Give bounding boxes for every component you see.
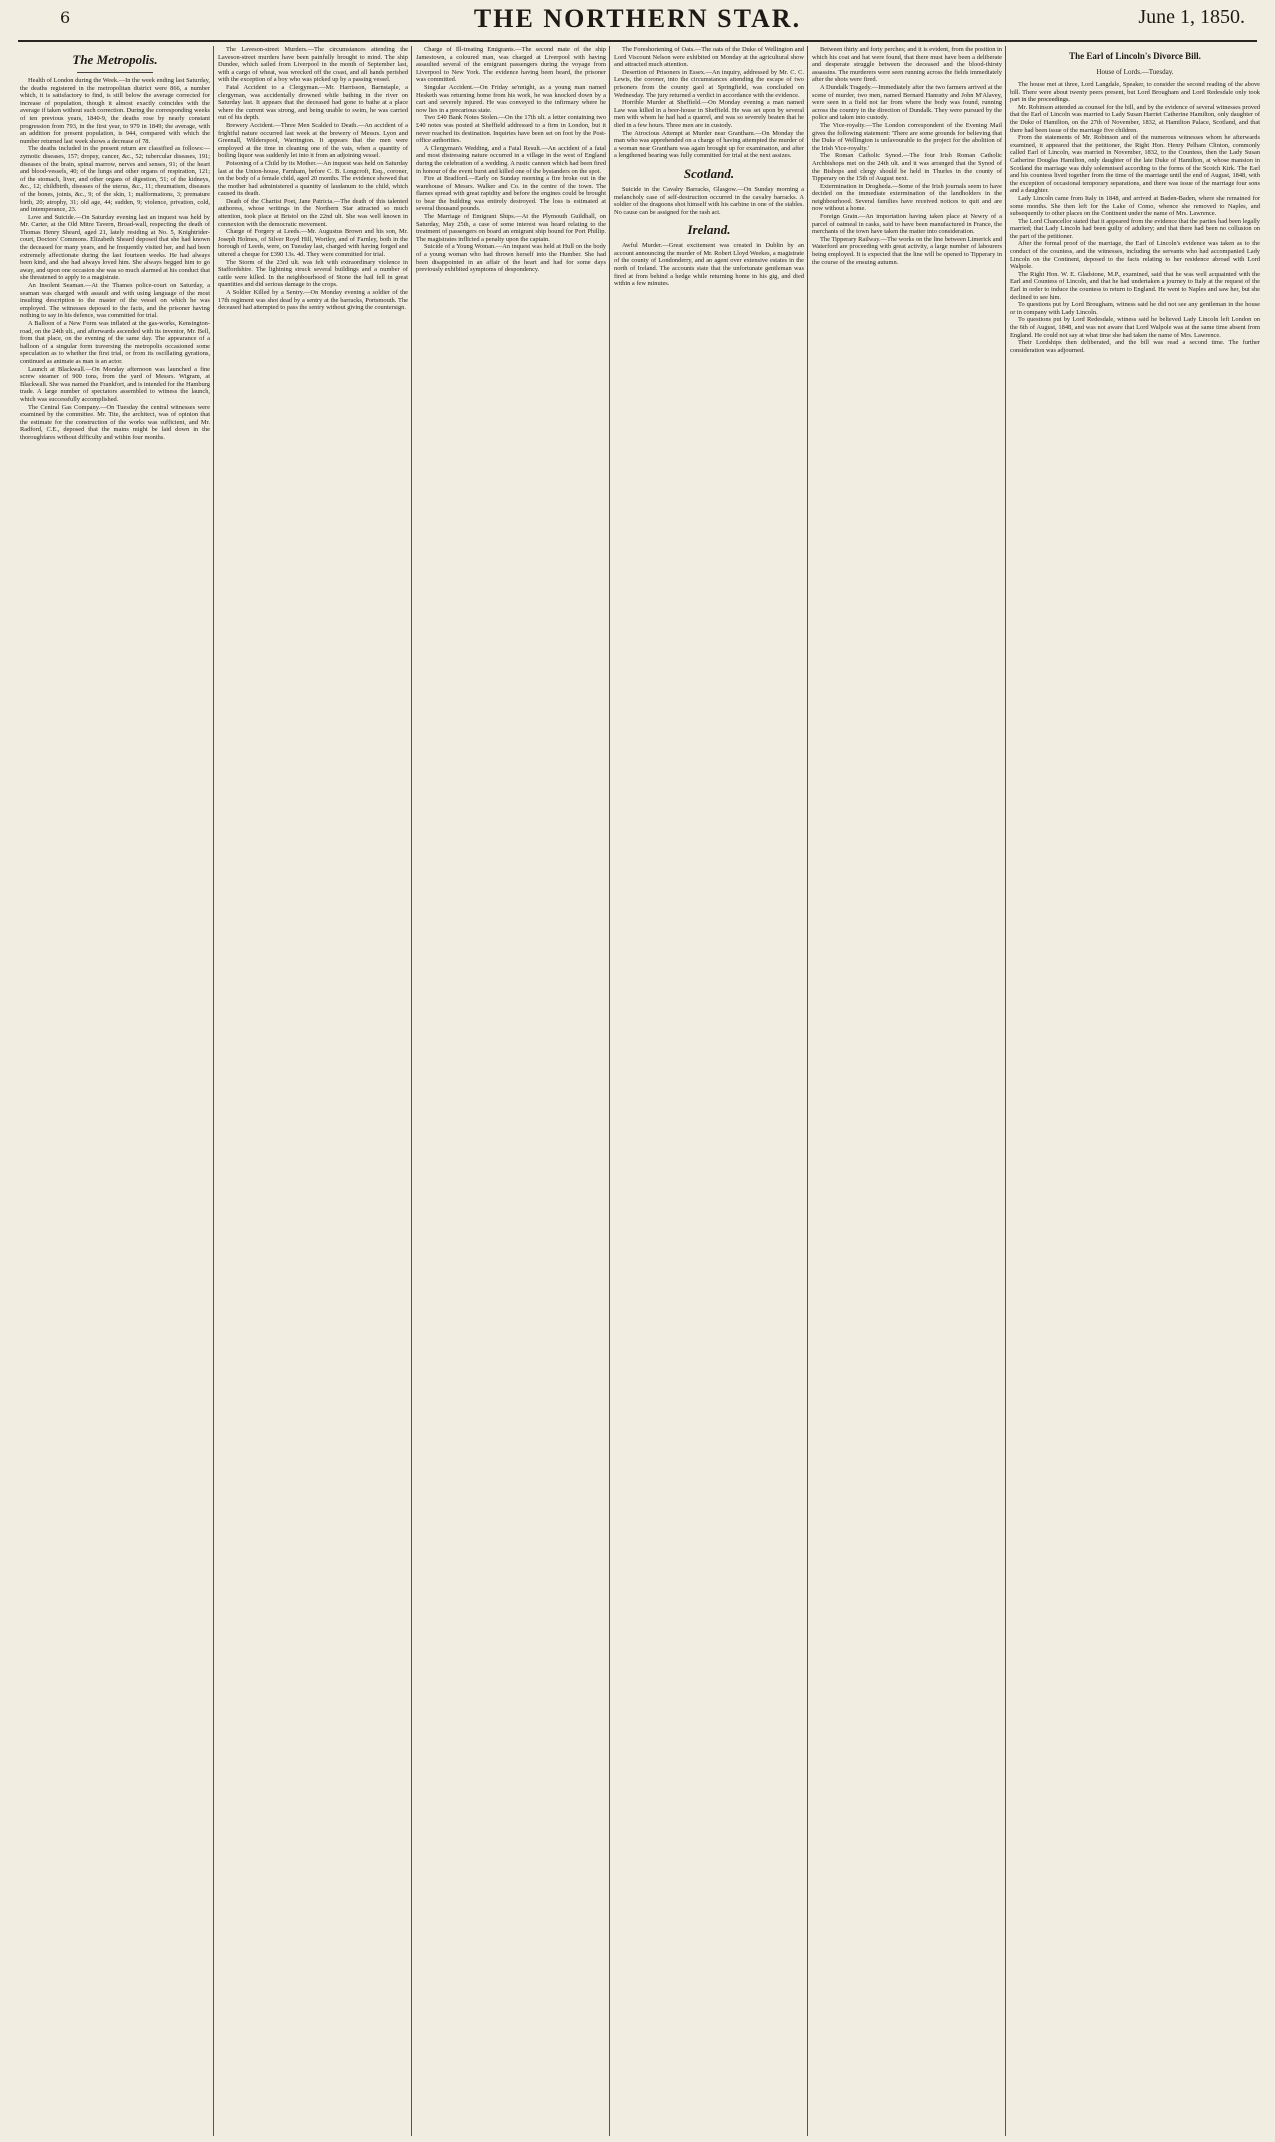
section-heading-metropolis: The Metropolis.: [72, 52, 158, 67]
paragraph: Poisoning of a Child by its Mother.—An inquest was held on Saturday last at the Union-house, Farnham, before C. B. Longcroft, Esq., coroner, on the body of a female child, aged 20 months. The evidence showed that the mother had administered a quantity of laudanum to the child, which caused its death.: [218, 159, 408, 198]
paragraph: Fatal Accident to a Clergyman.—Mr. Harrisson, Barnstaple, a clergyman, was accidentally drowned while bathing in the river on Saturday last. It appears that the deceased had gone to bathe at a place where the current was strong, and being unable to swim, he was carried out of his depth.: [218, 83, 408, 122]
masthead-rule: [18, 40, 1257, 42]
paragraph: Lady Lincoln came from Italy in 1848, and arrived at Baden-Baden, where she remained for some months. She then left for the Lake of Como, whence she removed to Naples, and subsequently to other places on the Continent under the name of Mrs. Lawrence.: [1010, 194, 1260, 218]
article-body: [20, 77, 210, 442]
paragraph: Mr. Robinson attended as counsel for the bill, and by the evidence of several witnesses proved that the Earl of Lincoln was married to Lady Susan Harriet Catherine Hamilton, only daughter of the Duke of Hamilton, on the 27th of November, 1832, at Hamilton Palace, Scotland, and that there had been issue of the marriage five children.: [1010, 103, 1260, 134]
paragraph: Horrible Murder at Sheffield.—On Monday evening a man named Law was killed in a beer-house in Sheffield. He was set upon by several men with whom he had had a quarrel, and was so severely beaten that he died in a few hours. Three men are in custody.: [614, 99, 804, 129]
paragraph: Foreign Grain.—An importation having taken place at Newry of a parcel of oatmeal in casks, said to have been manufactured in France, the merchants of the town have taken the matter into consideration.: [812, 213, 1002, 236]
paragraph: The Storm of the 23rd ult. was felt with extraordinary violence in Staffordshire. The lightning struck several buildings and a number of cattle were killed. In the neighbourhood of Stone the hail fell in great quantities and did serious damage to the crops.: [218, 258, 408, 289]
paragraph: Their Lordships then deliberated, and the bill was read a second time. The further consideration was adjourned.: [1010, 339, 1260, 354]
paragraph: The house met at three, Lord Langdale, Speaker, to consider the second reading of the above bill. There were about twenty peers present, but Lord Brougham and Lord Redesdale only took part in the proceedings.: [1010, 81, 1260, 104]
article-body: [416, 46, 606, 274]
article-body: [812, 46, 1002, 266]
paragraph: A Clergyman's Wedding, and a Fatal Result.—An accident of a fatal and most distressing nature occurred in a village in the west of England during the celebration of a wedding. A rustic cannon which had been fired in honour of the event burst and killed one of the bystanders on the spot.: [416, 144, 606, 175]
paragraph: To questions put by Lord Redesdale, witness said he believed Lady Lincoln left London on the 6th of August, 1848, and was not aware that Lord Walpole was at the same time absent from England. He could not say at what time she had taken the name of Mrs. Lawrence.: [1010, 316, 1260, 339]
paragraph: Death of the Chartist Poet, Jane Patricia.—The death of this talented authoress, whose writings in the Northern Star attracted so much attention, took place at Bristol on the 22nd ult. She was well known in connexion with the democratic movement.: [218, 197, 408, 228]
paragraph: The Right Hon. W. E. Gladstone, M.P., examined, said that he was well acquainted with the Earl and Countess of Lincoln, and that he had undertaken a journey to Italy at the request of the Earl in order to induce the countess to return to England. He went to Naples and saw her, but she declined to see him.: [1010, 270, 1260, 301]
paragraph: Charge of Forgery at Leeds.—Mr. Augustus Brown and his son, Mr. Joseph Holmes, of Silver Royd Hill, Wortley, and of Farnley, both in the borough of Leeds, were, on Tuesday last, charged with having forged and uttered a cheque for £390 13s. 4d. They were committed for trial.: [218, 228, 408, 259]
paragraph: Brewery Accident.—Three Men Scalded to Death.—An accident of a frightful nature occurred last week at the brewery of Messrs. Lyon and Greenall, Wilderspool, Warrington. It appears that the men were employed at the time in cleaning one of the vats, when a quantity of boiling liquor was suddenly let into it from an adjoining vessel.: [218, 121, 408, 160]
column-rule: [1005, 46, 1006, 2136]
article-body: [1010, 81, 1260, 354]
article-body: [614, 242, 804, 288]
paragraph: A Balloon of a New Form was inflated at the gas-works, Kensington-road, on the 24th ult., and afterwards ascended with its inventor, Mr. Bell, from that place, on the evening of the same day. The appearance of a balloon of a singular form traversing the metropolis occasioned some speculation as to whether the first trial, or from its oscillating gyrations, continued as animate as man is an actor.: [20, 320, 210, 365]
masthead: [0, 0, 1275, 42]
article-body: [614, 186, 804, 216]
column-1: [20, 46, 210, 2132]
section-heading-ireland: Ireland.: [687, 222, 731, 238]
column-4: [614, 46, 804, 2132]
column-rule: [609, 46, 610, 2136]
paragraph: The Roman Catholic Synod.—The four Irish Roman Catholic Archbishops met on the 24th ult. and it was arranged that the Synod of the Bishops and clergy should be held in Thurles in the county of Tipperary on the 15th of August next.: [812, 152, 1002, 183]
paragraph: Fire at Bradford.—Early on Sunday morning a fire broke out in the warehouse of Messrs. Walker and Co. in the centre of the town. The flames spread with great rapidity and before the engines could be brought to bear the building was entirely destroyed. The loss is estimated at several thousand pounds.: [416, 175, 606, 213]
paragraph: To questions put by Lord Brougham, witness said he did not see any gentleman in the house or in company with Lady Lincoln.: [1010, 301, 1260, 316]
issue-date: June 1, 1850.: [1138, 6, 1245, 28]
paragraph: Suicide in the Cavalry Barracks, Glasgow.—On Sunday morning a melancholy case of self-destruction occurred in the cavalry barracks. A soldier of the dragoons shot himself with his carbine in one of the stables. No cause can be assigned for the rash act.: [614, 185, 804, 216]
paragraph: From the statements of Mr. Robinson and of the numerous witnesses whom he afterwards examined, it appeared that the petitioner, the Right Hon. Henry Pelham Clinton, commonly called Earl of Lincoln, was married in November, 1832, to the Countess, then the Lady Susan Catherine Douglas Hamilton, only daughter of the late Duke of Hamilton, at whose mansion in Scotland the marriage was duly solemnised according to the forms of the Scotch Kirk. The Earl and his countess lived together from the time of the marriage until the end of August, 1848, with the exception of occasional temporary separations, and there was issue of the marriage four sons and a daughter.: [1010, 134, 1260, 195]
paragraph: The Vice-royalty.—The London correspondent of the Evening Mail gives the following statement: 'There are some grounds for believing that the Duke of Wellington is unfavourable to the project for the abolition of the Irish Vice-royalty.': [812, 121, 1002, 152]
column-6: [1010, 46, 1260, 2132]
paragraph: The deaths included in the present return are classified as follows:—zymotic diseases, 157; dropsy, cancer, &c., 52; tubercular diseases, 191; diseases of the brain, spinal marrow, nerves and senses, 91; of the heart and blood-vessels, 40; of the lungs and other organs of respiration, 121; of the stomach, liver, and other organs of digestion, 51; of the kidneys, &c., 12; childbirth, diseases of the uterus, &c., 11; rheumatism, diseases of the bones, joints, &c., 9; of the skin, 1; malformations, 3; premature birth, 20; atrophy, 31; old age, 44; sudden, 9; violence, privation, cold, and intemperance, 23.: [20, 145, 210, 214]
column-rule: [411, 46, 412, 2136]
article-subheading: House of Lords.—Tuesday.: [1096, 68, 1174, 76]
column-rule: [807, 46, 808, 2136]
paragraph: After the formal proof of the marriage, the Earl of Lincoln's evidence was taken as to the conduct of the countess, and the witnesses, including the servants who had accompanied Lady Lincoln on the Continent, deposed to the facts relating to her residence abroad with Lord Walpole.: [1010, 240, 1260, 271]
paragraph: The Marriage of Emigrant Ships.—At the Plymouth Guildhall, on Saturday, May 25th, a case of some interest was heard relating to the treatment of passengers on board an emigrant ship bound for Port Phillip. The magistrates inflicted a penalty upon the captain.: [416, 213, 606, 243]
section-heading-scotland: Scotland.: [683, 165, 735, 181]
paragraph: Desertion of Prisoners in Essex.—An inquiry, addressed by Mr. C. C. Lewis, the coroner, into the circumstances attending the escape of two prisoners from the county gaol at Springfield, was concluded on Wednesday. The jury returned a verdict in accordance with the evidence.: [614, 68, 804, 99]
column-3: [416, 46, 606, 2132]
page-number: 6: [60, 8, 71, 27]
paragraph: A Dundalk Tragedy.—Immediately after the two farmers arrived at the scene of murder, two men, named Bernard Hanratty and John M'Alavey, were seen in a field not far from where the body was found, running across the country in the direction of Dundalk. They were pursued by the police and taken into custody.: [812, 83, 1002, 122]
column-2: [218, 46, 408, 2132]
column-rule: [213, 46, 214, 2136]
paragraph: Two £40 Bank Notes Stolen.—On the 17th ult. a letter containing two £40 notes was posted at Sheffield addressed to a firm in London, but it never reached its destination. Inquiries have been set on foot by the Post-office authorities.: [416, 114, 606, 145]
paragraph: The Laveson-street Murders.—The circumstances attending the Laveson-street murders have been painfully brought to mind. The ship Dundee, which sailed from Liverpool in the month of September last, with a cargo of wheat, was wrecked off the coast, and all hands perished with the exception of a boy who was picked up by a passing vessel.: [218, 46, 408, 84]
paragraph: Singular Accident.—On Friday se'nnight, as a young man named Hesketh was returning home from his work, he was knocked down by a cart and severely injured. He was conveyed to the infirmary where he now lies in a precarious state.: [416, 83, 606, 114]
paragraph: Between thirty and forty perches; and it is evident, from the position in which his coat and hat were found, that there must have been a deliberate and desperate struggle between the deceased and the blood-thirsty assassins. The murderers were seen running across the fields immediately after the shots were fired.: [812, 46, 1002, 84]
paragraph: Health of London during the Week.—In the week ending last Saturday, the deaths registered in the metropolitan district were 866, a number which, it is satisfactory to find, is still below the average corrected for increase of population, though it almost exactly coincides with the average if taken without such correction. During the corresponding weeks of ten previous years, 1840-9, the deaths rose by nearly constant progression from 793, in the first year, to 979 in 1849; the average, with an addition for present population, is 944, compared with which the number returned last week shows a decrease of 78.: [20, 77, 210, 145]
article-heading: The Earl of Lincoln's Divorce Bill.: [1069, 51, 1201, 61]
heading-rule: [77, 72, 153, 73]
article-body: [218, 46, 408, 312]
paragraph: Suicide of a Young Woman.—An inquest was held at Hull on the body of a young woman who had thrown herself into the Humber. She had been disappointed in an affair of the heart and had for some days previously exhibited symptoms of despondency.: [416, 243, 606, 274]
paragraph: The Central Gas Company.—On Tuesday the central witnesses were examined by the committee. Mr. Tite, the architect, was of opinion that the estimate for the construction of the works was sufficient, and Mr. Radford, C.E., deposed that the mains might be laid down in the thoroughfares without difficulty and within four months.: [20, 403, 210, 441]
paragraph: The Atrocious Attempt at Murder near Grantham.—On Monday the man who was apprehended on a charge of having attempted the murder of a woman near Grantham was again brought up for examination, and after a lengthened hearing was fully committed for trial at the next assizes.: [614, 129, 804, 160]
newspaper-title: THE NORTHERN STAR.: [473, 4, 802, 33]
paragraph: Charge of Ill-treating Emigrants.—The second mate of the ship Jamestown, a coloured man, was charged at Liverpool with having assaulted several of the emigrant passengers during the voyage from Liverpool to New York. The evidence having been heard, the prisoner was committed.: [416, 46, 606, 84]
article-body: [614, 46, 804, 160]
paragraph: The Foreshortening of Oats.—The oats of the Duke of Wellington and Lord Viscount Nelson were exhibited on Monday at the agricultural show and attracted much attention.: [614, 46, 804, 69]
paragraph: A Soldier Killed by a Sentry.—On Monday evening a soldier of the 17th regiment was shot dead by a sentry at the barracks, Portsmouth. The deceased had attempted to pass the sentry without giving the countersign.: [218, 289, 408, 312]
paragraph: Launch at Blackwall.—On Monday afternoon was launched a fine screw steamer of 900 tons, from the yard of Messrs. Wigram, at Blackwall. She was named the Frankfort, and is intended for the Hamburg trade. A large number of spectators assembled to witness the launch, which was successfully accomplished.: [20, 365, 210, 403]
paragraph: Extermination in Drogheda.—Some of the Irish journals seem to have decided on the immediate extermination of the landholders in the neighbourhood. Several families have received notices to quit and are now without a home.: [812, 182, 1002, 213]
paragraph: The Tipperary Railway.—The works on the line between Limerick and Waterford are proceeding with great activity, a large number of labourers being employed. It is expected that the line will be opened to Tipperary in the course of the ensuing autumn.: [812, 235, 1002, 266]
paragraph: The Lord Chancellor stated that it appeared from the evidence that the parties had been legally married; that Lady Lincoln had been guilty of adultery; and that there had been no collusion on the part of the petitioner.: [1010, 217, 1260, 240]
paragraph: Love and Suicide.—On Saturday evening last an inquest was held by Mr. Carter, at the Old Mitre Tavern, Broad-wall, respecting the death of Thomas Henry Sheard, aged 21, lately residing at No. 5, Knightrider-court, Doctors' Commons. Elizabeth Sheard deposed that she had known the deceased for many years, and he frequently visited her, and had been extremely affectionate during the last fourteen weeks. He had always been kind, and she had always loved him. She always begged him to go away, and upon one occasion she was so much alarmed at his conduct that she threatened to apply to a magistrate.: [20, 213, 210, 282]
paragraph: Awful Murder.—Great excitement was created in Dublin by an account announcing the murder of Mr. Robert Lloyd Weekes, a magistrate of the county of Londonderry, and an agent over extensive estates in the north of Ireland. The accounts state that the unfortunate gentleman was fired at from behind a hedge while returning home in his gig, and died within a few minutes.: [614, 242, 804, 288]
paragraph: An Insolent Seaman.—At the Thames police-court on Saturday, a seaman was charged with assault and with using language of the most insulting description to the master of the vessel on which he was employed. The witnesses deposed to the facts, and the prisoner having nothing to say in his defence, was committed for trial.: [20, 282, 210, 320]
column-5: [812, 46, 1002, 2132]
